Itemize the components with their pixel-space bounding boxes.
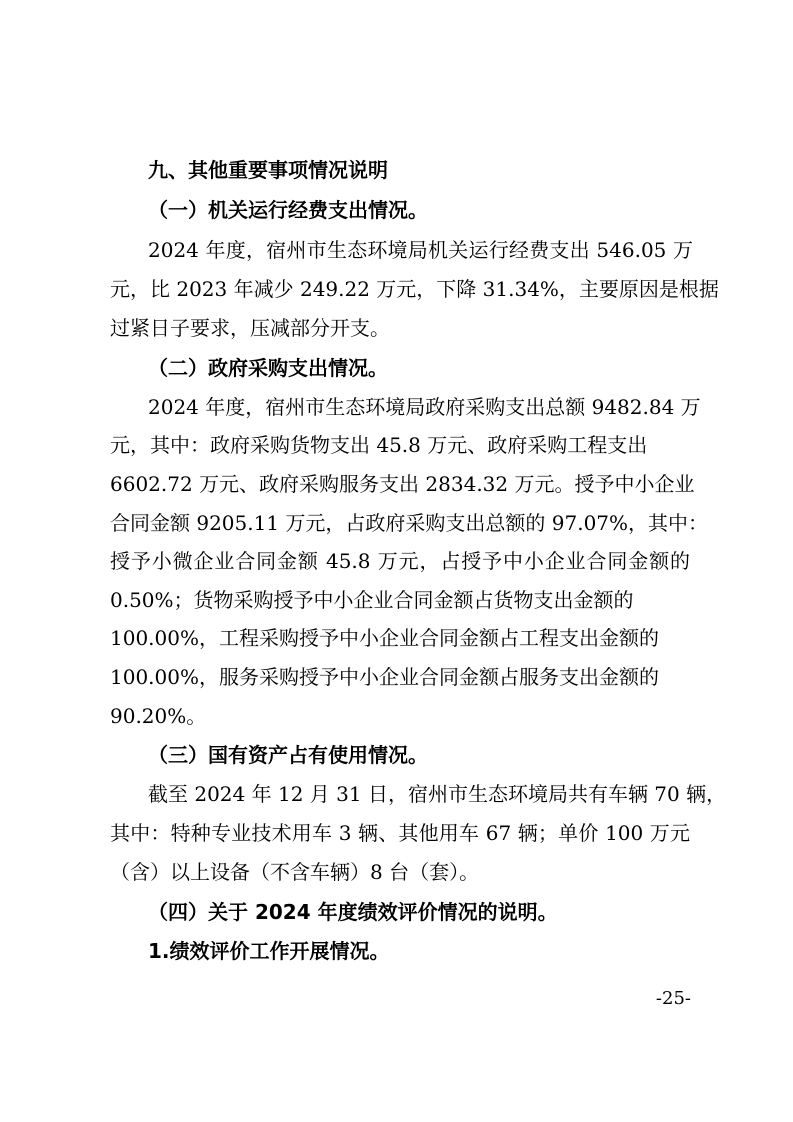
page-number: -25- (655, 988, 691, 1009)
paragraph-line: 0.50%；货物采购授予中小企业合同金额占货物支出金额的 (110, 588, 634, 612)
paragraph-line: 100.00%，工程采购授予中小企业合同金额占工程支出金额的 (110, 626, 659, 650)
paragraph-line: 90.20%。 (110, 704, 207, 728)
subsection-heading-1: （一）机关运行经费支出情况。 (148, 198, 428, 222)
paragraph-line: 截至 2024 年 12 月 31 日，宿州市生态环境局共有车辆 70 辆， (148, 782, 727, 806)
subsection-heading-3: （三）国有资产占有使用情况。 (148, 743, 428, 767)
paragraph-line: 合同金额 9205.11 万元，占政府采购支出总额的 97.07%，其中： (110, 511, 709, 535)
section-heading: 九、其他重要事项情况说明 (148, 158, 388, 182)
paragraph-line: 2024 年度，宿州市生态环境局政府采购支出总额 9482.84 万 (148, 395, 701, 419)
paragraph-line: 6602.72 万元、政府采购服务支出 2834.32 万元。授予中小企业 (110, 472, 695, 496)
subsection-heading-4: （四）关于 2024 年度绩效评价情况的说明。 (148, 900, 558, 924)
paragraph-line: （含）以上设备（不含车辆）8 台（套）。 (110, 860, 480, 884)
paragraph-line: 2024 年度，宿州市生态环境局机关运行经费支出 546.05 万 (148, 238, 693, 262)
paragraph-line: 元，其中：政府采购货物支出 45.8 万元、政府采购工程支出 (110, 433, 648, 457)
paragraph-line: 过紧日子要求，压减部分开支。 (110, 316, 390, 340)
paragraph-line: 授予小微企业合同金额 45.8 万元，占授予中小企业合同金额的 (110, 549, 690, 573)
subsection-heading-2: （二）政府采购支出情况。 (148, 356, 388, 380)
paragraph-line: 元，比 2023 年减少 249.22 万元，下降 31.34%，主要原因是根据 (110, 277, 719, 301)
paragraph-line: 100.00%，服务采购授予中小企业合同金额占服务支出金额的 (110, 665, 659, 689)
numbered-item-heading: 1.绩效评价工作开展情况。 (148, 939, 390, 963)
paragraph-line: 其中：特种专业技术用车 3 辆、其他用车 67 辆；单价 100 万元 (110, 821, 690, 845)
